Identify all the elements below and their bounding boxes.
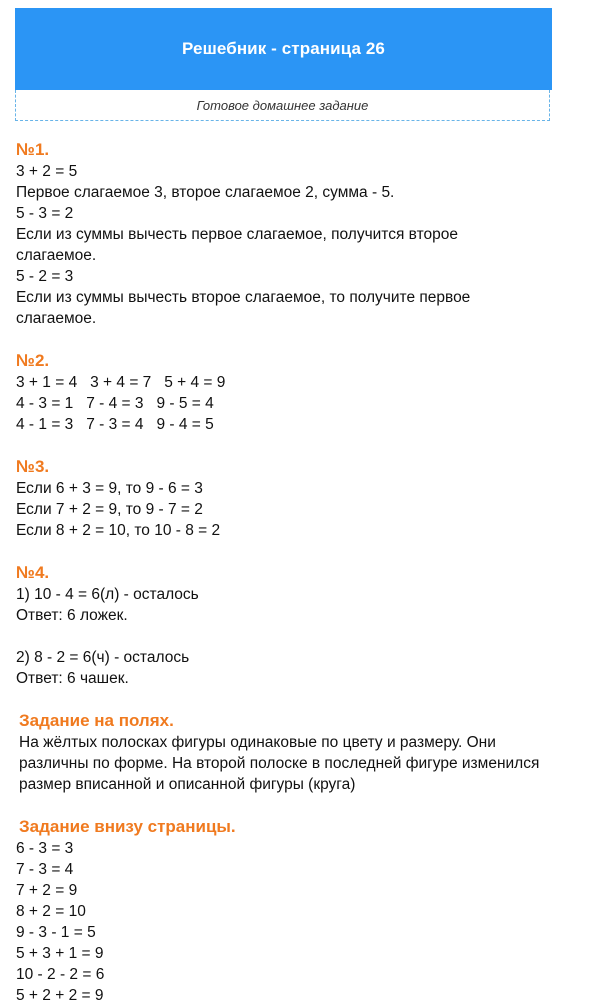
margin-task-text: На жёлтых полосках фигуры одинаковые по цвету и размеру. Они различны по форме. На второй полоске в последней фигуре изменился размер вписанной и описанной фигуры (круга)	[19, 734, 540, 793]
margin-task	[19, 710, 576, 795]
exercise-3-line: Если 8 + 2 = 10, то 10 - 8 = 2	[16, 522, 221, 539]
exercise-1-line: 5 - 3 = 2	[16, 205, 74, 222]
exercise-1-line: Первое слагаемое 3, второе слагаемое 2, сумма - 5.	[16, 184, 395, 201]
bottom-task	[16, 816, 576, 1006]
exercise-1	[16, 139, 576, 329]
bottom-task-line: 6 - 3 = 3	[16, 840, 74, 857]
solutions-content	[16, 139, 576, 1006]
page-subheader	[15, 90, 550, 121]
page-subtitle: Готовое домашнее задание	[196, 97, 369, 113]
exercise-4-answer: Ответ: 6 ложек.	[16, 607, 128, 624]
exercise-2-line: 4 - 3 = 1 7 - 4 = 3 9 - 5 = 4	[16, 395, 214, 412]
exercise-3-line: Если 7 + 2 = 9, то 9 - 7 = 2	[16, 501, 203, 518]
exercise-3	[16, 456, 576, 541]
exercise-4-heading: №4.	[16, 563, 50, 582]
exercise-3-line: Если 6 + 3 = 9, то 9 - 6 = 3	[16, 480, 203, 497]
bottom-task-line: 8 + 2 = 10	[16, 903, 86, 920]
exercise-1-line: Если из суммы вычесть первое слагаемое, получится второе слагаемое.	[16, 226, 458, 264]
bottom-task-heading: Задание внизу страницы.	[19, 817, 236, 836]
bottom-task-line: 10 - 2 - 2 = 6	[16, 966, 105, 983]
bottom-task-line: 5 + 2 + 2 = 9	[16, 987, 104, 1004]
exercise-2-line: 3 + 1 = 4 3 + 4 = 7 5 + 4 = 9	[16, 374, 226, 391]
bottom-task-line: 5 + 3 + 1 = 9	[16, 945, 104, 962]
bottom-task-line: 9 - 3 - 1 = 5	[16, 924, 96, 941]
exercise-1-line: 5 - 2 = 3	[16, 268, 74, 285]
exercise-4-line: 1) 10 - 4 = 6(л) - осталось	[16, 586, 199, 603]
page-header	[15, 8, 552, 90]
bottom-task-line: 7 + 2 = 9	[16, 882, 78, 899]
exercise-4-answer: Ответ: 6 чашек.	[16, 670, 129, 687]
exercise-1-heading: №1.	[16, 140, 50, 159]
exercise-1-line: Если из суммы вычесть второе слагаемое, то получите первое слагаемое.	[16, 289, 471, 327]
exercise-3-heading: №3.	[16, 457, 50, 476]
spacer	[16, 626, 576, 647]
exercise-1-line: 3 + 2 = 5	[16, 163, 78, 180]
page-title: Решебник - страница 26	[182, 39, 385, 58]
exercise-2	[16, 350, 576, 435]
exercise-4-line: 2) 8 - 2 = 6(ч) - осталось	[16, 649, 190, 666]
exercise-4	[16, 562, 576, 689]
exercise-2-line: 4 - 1 = 3 7 - 3 = 4 9 - 4 = 5	[16, 416, 214, 433]
margin-task-heading: Задание на полях.	[19, 711, 174, 730]
bottom-task-line: 7 - 3 = 4	[16, 861, 74, 878]
exercise-2-heading: №2.	[16, 351, 50, 370]
